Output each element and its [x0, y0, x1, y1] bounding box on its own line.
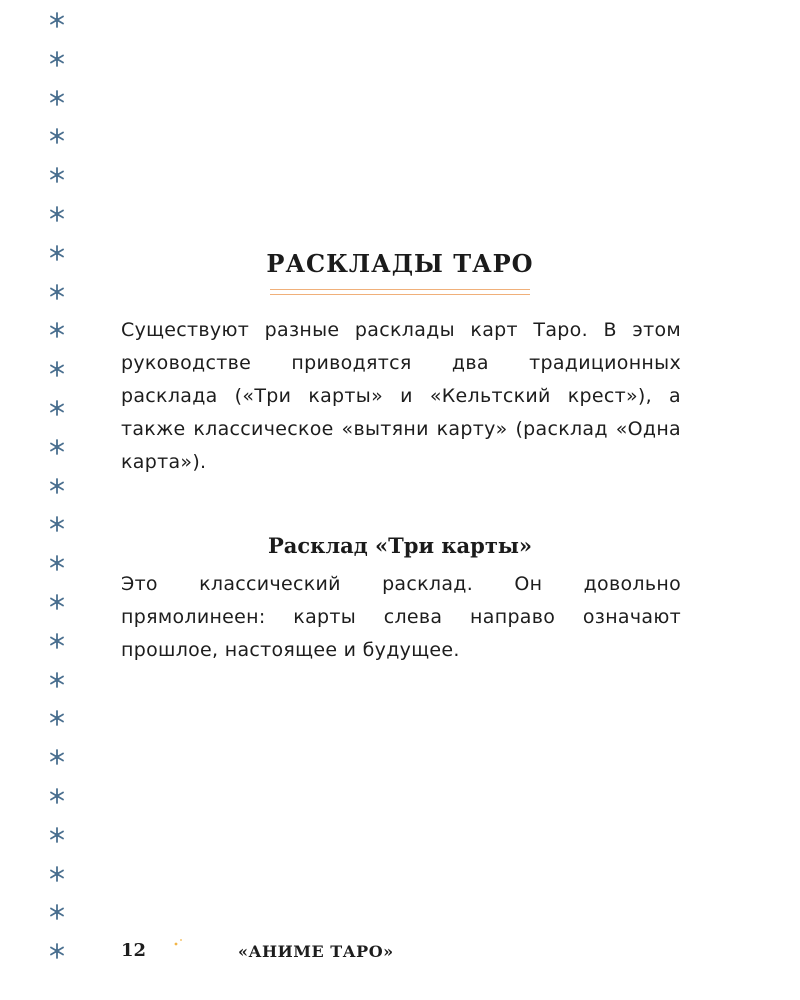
star-icon: [46, 358, 68, 380]
star-icon: [46, 785, 68, 807]
star-icon: [46, 513, 68, 535]
star-icon: [46, 319, 68, 341]
page-number: 12: [121, 940, 147, 961]
subsection-title: Расклад «Три карты»: [267, 533, 533, 558]
star-icon: [46, 436, 68, 458]
subsection-paragraph: Это классический расклад. Он довольно прямолинеен: карты слева направо означают прошлое, настоящее и будущее.: [121, 573, 681, 661]
star-icon: [46, 901, 68, 923]
star-icon: [46, 552, 68, 574]
star-icon: [46, 164, 68, 186]
title-underline: [270, 294, 530, 295]
star-icon: [46, 9, 68, 31]
star-icon: [46, 863, 68, 885]
intro-paragraph: Существуют разные расклады карт Таро. В этом руководстве приводятся два традиционных расклада («Три карты» и «Кельтский крест»), а также классическое «вытяни карту» (расклад «Одна карта»).: [121, 319, 681, 473]
section-title: РАСКЛАДЫ ТАРО: [266, 249, 534, 278]
star-icon: [46, 630, 68, 652]
star-icon: [46, 48, 68, 70]
star-icon: [46, 397, 68, 419]
title-underline: [270, 289, 530, 290]
star-icon: [46, 203, 68, 225]
star-icon: [46, 824, 68, 846]
star-icon: [46, 746, 68, 768]
star-icon: [46, 281, 68, 303]
star-icon: [46, 475, 68, 497]
star-icon: [46, 707, 68, 729]
star-icon: [46, 125, 68, 147]
crescent-moon-icon: [165, 934, 205, 970]
book-title: «АНИМЕ ТАРО»: [238, 942, 394, 961]
star-icon: [46, 591, 68, 613]
star-icon: [46, 940, 68, 962]
star-icon: [46, 242, 68, 264]
decorative-star-border: [46, 0, 68, 1000]
star-icon: [46, 87, 68, 109]
star-icon: [46, 669, 68, 691]
